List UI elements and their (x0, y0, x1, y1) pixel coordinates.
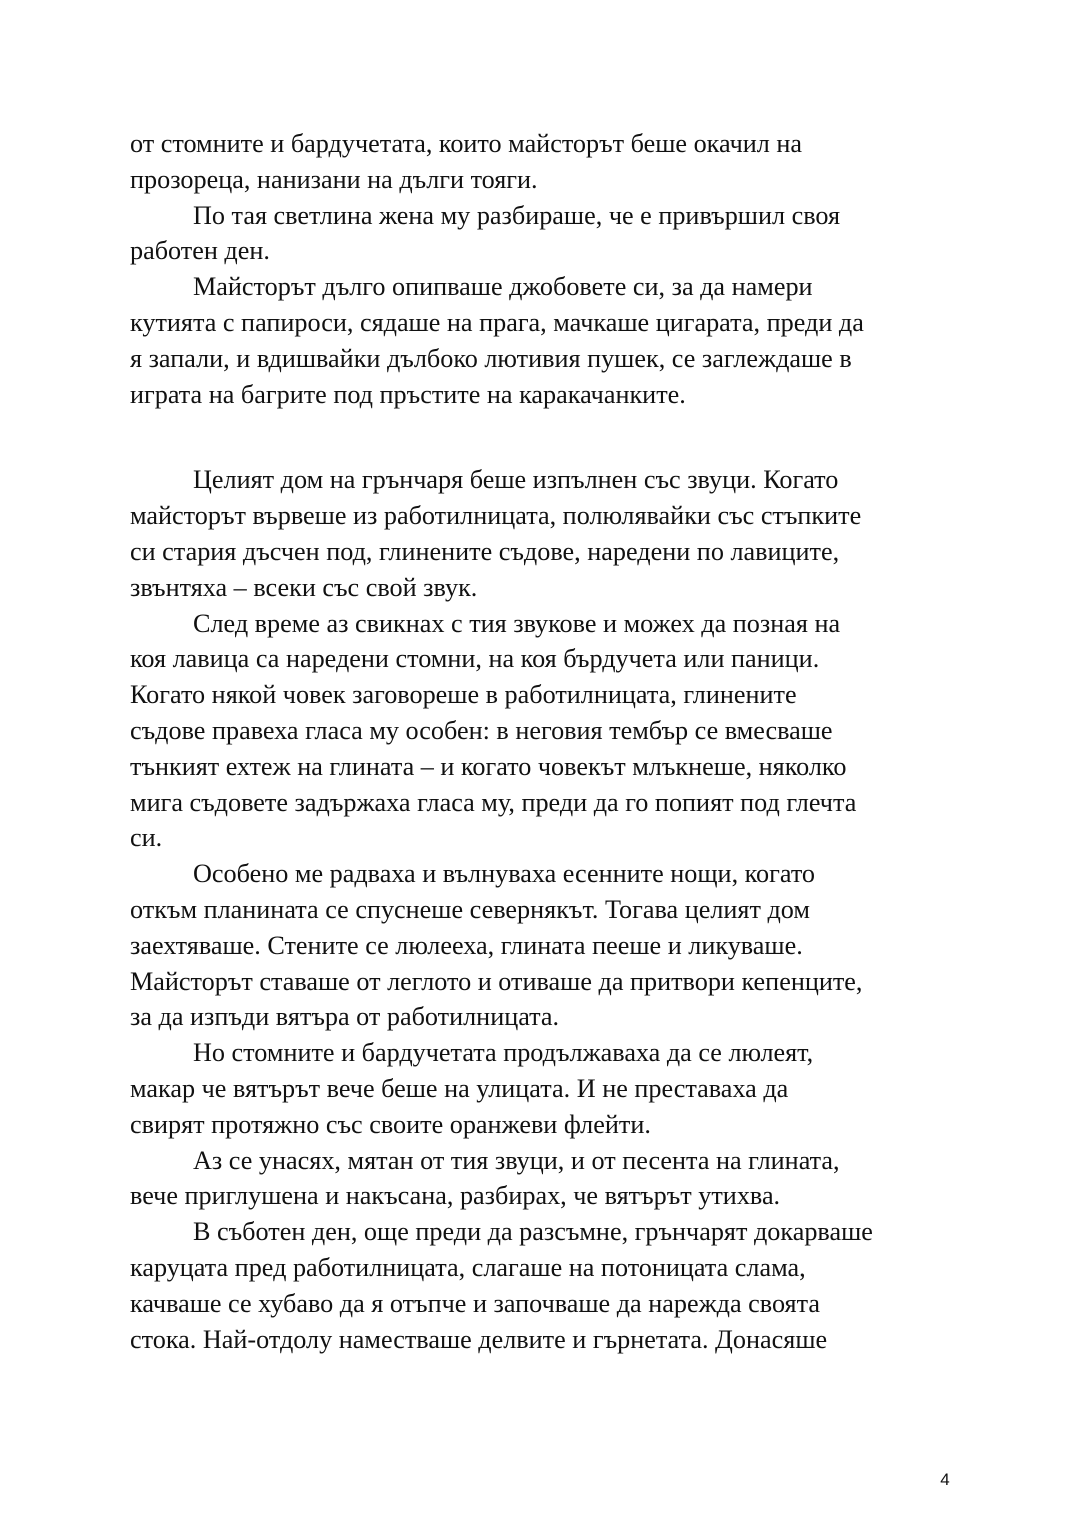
text-line: мига съдовете задържаха гласа му, преди да го попият под глечта (130, 787, 857, 817)
text-line: от стомните и бардучетата, които майсторът беше окачил на (130, 129, 803, 158)
text-line: вече приглушена и накъсана, разбирах, че вятърът утихва. (130, 1181, 781, 1211)
text-line: тънкият ехтеж на глината – и когато човекът млъкнеше, няколко (130, 751, 847, 781)
text-line: стока. Най-отдолу наместваше делвите и гърнетата. Донасяше (130, 1324, 828, 1354)
paragraph-start-line: Майсторът дълго опипваше джобовете си, за да намери (193, 272, 813, 302)
paragraph-start-line: Целият дом на грънчаря беше изпълнен със звуци. Когато (193, 465, 839, 495)
text-line: коя лавица са наредени стомни, на коя бърдучета или паници. (130, 644, 820, 674)
text-line: звънтяха – всеки със свой звук. (130, 572, 478, 602)
body-text (130, 126, 960, 1357)
text-line: свирят протяжно със своите оранжеви флейти. (130, 1109, 651, 1139)
text-line: каруцата пред работилницата, слагаше на потоницата слама, (130, 1252, 806, 1282)
text-line: Когато някой човек заговореше в работилницата, глинените (130, 680, 797, 710)
section-gap (130, 412, 960, 462)
text-line: работен ден. (130, 236, 270, 266)
page-number: 4 (940, 1470, 950, 1489)
paragraph-start-line: По тая светлина жена му разбираше, че е привършил своя (193, 200, 841, 230)
text-line: си стария дъсчен под, глинените съдове, наредени по лавиците, (130, 536, 840, 566)
text-line: я запали, и вдишвайки дълбоко лютивия пушек, се заглеждаше в (130, 343, 852, 373)
text-line: си. (130, 823, 163, 853)
text-line: играта на багрите под пръстите на каракачанките. (130, 379, 686, 409)
text-line: кутията с папироси, сядаше на прага, мачкаше цигарата, преди да (130, 307, 864, 337)
text-line: съдове правеха гласа му особен: в неговия тембър се вмесваше (130, 715, 833, 745)
text-line: заехтяваше. Стените се люлееха, глината пееше и ликуваше. (130, 930, 803, 960)
paragraph-start-line: Аз се унасях, мятан от тия звуци, и от песента на глината, (193, 1145, 840, 1175)
text-line: майсторът вървеше из работилницата, полюлявайки със стъпките (130, 501, 862, 531)
paragraph-start-line: След време аз свикнах с тия звукове и можех да позная на (193, 608, 841, 638)
paragraph-start-line: В съботен ден, още преди да разсъмне, грънчарят докарваше (193, 1217, 873, 1247)
paragraph-start-line: Но стомните и бардучетата продължаваха да се люлеят, (193, 1038, 814, 1068)
text-line: прозореца, нанизани на дълги тояги. (130, 164, 538, 194)
text-line: качваше се хубаво да я отъпче и започваше да нарежда своята (130, 1288, 820, 1318)
text-line: за да изпъди вятъра от работилницата. (130, 1002, 560, 1032)
paragraph-start-line: Особено ме радваха и вълнуваха есенните нощи, когато (193, 859, 816, 889)
text-line: Майсторът ставаше от леглото и отиваше да притвори кепенците, (130, 966, 863, 996)
text-line: макар че вятърът вече беше на улицата. И не преставаха да (130, 1073, 789, 1103)
text-line: откъм планината се спуснеше севернякът. Тогава целият дом (130, 894, 810, 924)
